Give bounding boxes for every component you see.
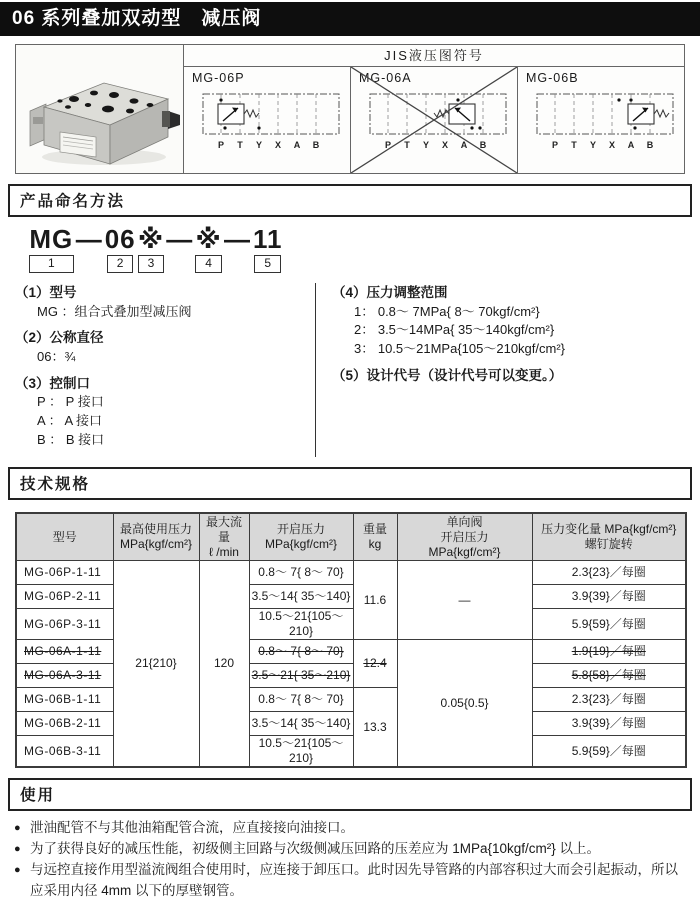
opening-pressure-cell: 3.5～14{ 35～140} — [249, 712, 353, 736]
product-photo — [16, 45, 184, 173]
section-header-usage — [8, 778, 692, 811]
svg-text:Y: Y — [589, 140, 597, 150]
weight-cell: 13.3 — [353, 688, 397, 768]
hydraulic-symbol-mg06b — [529, 86, 681, 158]
page-title — [0, 2, 700, 36]
model-cell: MG-06P-2-11 — [16, 585, 113, 609]
svg-text:P: P — [384, 140, 392, 150]
svg-text:X: X — [608, 140, 616, 150]
model-cell: MG-06P-1-11 — [16, 561, 113, 585]
section-title: 产品命名方法 — [20, 193, 126, 210]
max-pressure-cell: 21{210} — [113, 561, 199, 768]
usage-note: ● 为了获得良好的减压性能，初级侧主回路与次级侧减压回路的压差应为 1MPa{10kgf/cm²} 以上。 — [14, 839, 686, 860]
opening-pressure-cell: 10.5～21{105～210} — [249, 609, 353, 640]
max-flow-cell: 120 — [199, 561, 249, 768]
opening-pressure-cell: 0.8～ 7{ 8～ 70} — [249, 640, 353, 664]
code-box-1: 1 — [29, 255, 74, 273]
code-box-5: 5 — [254, 255, 281, 273]
naming-item-4: （4）压力调整范围 1： 0.8～ 7MPa{ 8～ 70kgf/cm²} 2： 3.5～14MPa{ 35～140kgf/cm²} 3： 10.5～21MPa{105～210kgf/cm²} — [332, 285, 566, 357]
jis-cell-label: MG-06P — [192, 71, 245, 85]
table-row — [16, 561, 686, 585]
model-cell: MG-06P-3-11 — [16, 609, 113, 640]
jis-cell-mg06b — [517, 67, 684, 173]
code-box-2: 2 — [107, 255, 134, 273]
section-title: 使用 — [20, 787, 56, 805]
model-cell: MG-06B-2-11 — [16, 712, 113, 736]
reducing-valve-symbol — [617, 98, 669, 129]
jis-symbol-panel — [184, 45, 684, 173]
weight-cell: 12.4 — [353, 640, 397, 688]
code-segment: — — [166, 224, 194, 254]
naming-right-column — [315, 283, 685, 457]
pressure-change-cell: 1.9{19}／每圈 — [532, 640, 686, 664]
page-title-text: 06 系列叠加双动型 减压阀 — [12, 8, 262, 29]
pressure-change-cell: 2.3{23}／每圈 — [532, 561, 686, 585]
svg-text:B: B — [646, 140, 654, 150]
naming-item-1: （1）型号 MG ：组合式叠加型减压阀 — [15, 285, 192, 319]
bullet-icon — [14, 860, 30, 902]
naming-left-column — [15, 283, 315, 457]
col-header-weight: 重量 kg — [353, 513, 397, 561]
naming-item-5: （5）设计代号（设计代号可以变更。） — [332, 368, 563, 384]
weight-cell: 11.6 — [353, 561, 397, 640]
svg-text:T: T — [237, 140, 243, 150]
svg-text:A: A — [627, 140, 635, 150]
section-header-naming — [8, 184, 692, 217]
code-segment: ※ 4 — [195, 225, 222, 273]
model-cell: MG-06B-1-11 — [16, 688, 113, 712]
svg-text:Y: Y — [422, 140, 430, 150]
code-segment: ※ 3 — [138, 225, 165, 273]
code-box-4: 4 — [195, 255, 222, 273]
code-segment: — — [75, 224, 103, 254]
jis-panel-title: JIS液压图符号 — [184, 45, 684, 67]
jis-cell-mg06a — [350, 67, 517, 173]
pressure-change-cell: 3.9{39}／每圈 — [532, 585, 686, 609]
opening-pressure-cell: 0.8～ 7{ 8～ 70} — [249, 688, 353, 712]
opening-pressure-cell: 3.5～14{ 35～140} — [249, 585, 353, 609]
col-header-max-flow: 最大流量 ℓ /min — [199, 513, 249, 561]
code-segment: 11 5 — [253, 225, 283, 273]
model-cell: MG-06A-1-11 — [16, 640, 113, 664]
col-header-check-valve: 单向阀 开启压力 MPa{kgf/cm²} — [397, 513, 532, 561]
pressure-change-cell: 3.9{39}／每圈 — [532, 712, 686, 736]
usage-notes — [14, 818, 686, 902]
pressure-change-cell: 2.3{23}／每圈 — [532, 688, 686, 712]
code-segment: — — [223, 224, 251, 254]
jis-symbol-cells — [184, 67, 684, 173]
col-header-pressure-change: 压力变化量 MPa{kgf/cm²} 螺钉旋转 — [532, 513, 686, 561]
model-cell: MG-06B-3-11 — [16, 736, 113, 768]
opening-pressure-cell: 3.5～21{ 35～210} — [249, 664, 353, 688]
cross-out-mark — [351, 67, 517, 173]
photo-symbols-strip — [15, 44, 685, 174]
col-header-model: 型号 — [16, 513, 113, 561]
bullet-icon — [14, 818, 30, 839]
code-segment: MG 1 — [29, 225, 74, 273]
valve-photo-illustration — [16, 45, 182, 173]
pressure-change-cell: 5.9{59}／每圈 — [532, 736, 686, 768]
pressure-change-cell: 5.9{59}／每圈 — [532, 609, 686, 640]
svg-text:X: X — [441, 140, 449, 150]
svg-text:Y: Y — [255, 140, 263, 150]
svg-text:P: P — [551, 140, 559, 150]
usage-note: ● 泄油配管不与其他油箱配管合流，应直接接向油接口。 — [14, 818, 686, 839]
svg-text:T: T — [404, 140, 410, 150]
section-title: 技术规格 — [20, 475, 91, 493]
jis-cell-label: MG-06A — [359, 71, 412, 85]
opening-pressure-cell: 10.5～21{105～210} — [249, 736, 353, 768]
svg-text:A: A — [293, 140, 301, 150]
bullet-icon — [14, 839, 30, 860]
usage-note: ● 与远控直接作用型溢流阀组合使用时，应连接于卸压口。此时因先导管路的内部容积过大而会引起振动，所以应采用内径 4mm 以下的厚壁钢管。 — [14, 860, 686, 902]
section-header-specs — [8, 467, 692, 500]
reducing-valve-symbol — [218, 98, 261, 129]
svg-text:A: A — [460, 140, 468, 150]
naming-item-2: （2）公称直径 06：¾ — [15, 330, 104, 364]
svg-text:T: T — [571, 140, 577, 150]
check-valve-cell: — — [397, 561, 532, 640]
svg-text:X: X — [274, 140, 282, 150]
svg-text:P: P — [217, 140, 225, 150]
opening-pressure-cell: 0.8～ 7{ 8～ 70} — [249, 561, 353, 585]
naming-item-3: （3）控制口 P ： P 接口 A ： A 接口 B ： B 接口 — [15, 375, 105, 448]
pressure-change-cell: 5.8{58}／每圈 — [532, 664, 686, 688]
col-header-opening-pressure: 开启压力 MPa{kgf/cm²} — [249, 513, 353, 561]
code-box-3: 3 — [138, 255, 165, 273]
check-valve-cell: 0.05{0.5} — [397, 640, 532, 768]
spec-table — [15, 512, 687, 769]
code-segment: 06 2 — [105, 225, 136, 273]
jis-cell-mg06p — [184, 67, 350, 173]
model-code — [29, 225, 685, 273]
jis-cell-label: MG-06B — [526, 71, 579, 85]
svg-text:B: B — [312, 140, 320, 150]
spec-table-header-row — [16, 513, 686, 561]
svg-text:B: B — [479, 140, 487, 150]
model-cell: MG-06A-3-11 — [16, 664, 113, 688]
naming-section — [15, 225, 685, 457]
hydraulic-symbol-mg06p — [195, 86, 347, 158]
col-header-max-pressure: 最高使用压力 MPa{kgf/cm²} — [113, 513, 199, 561]
